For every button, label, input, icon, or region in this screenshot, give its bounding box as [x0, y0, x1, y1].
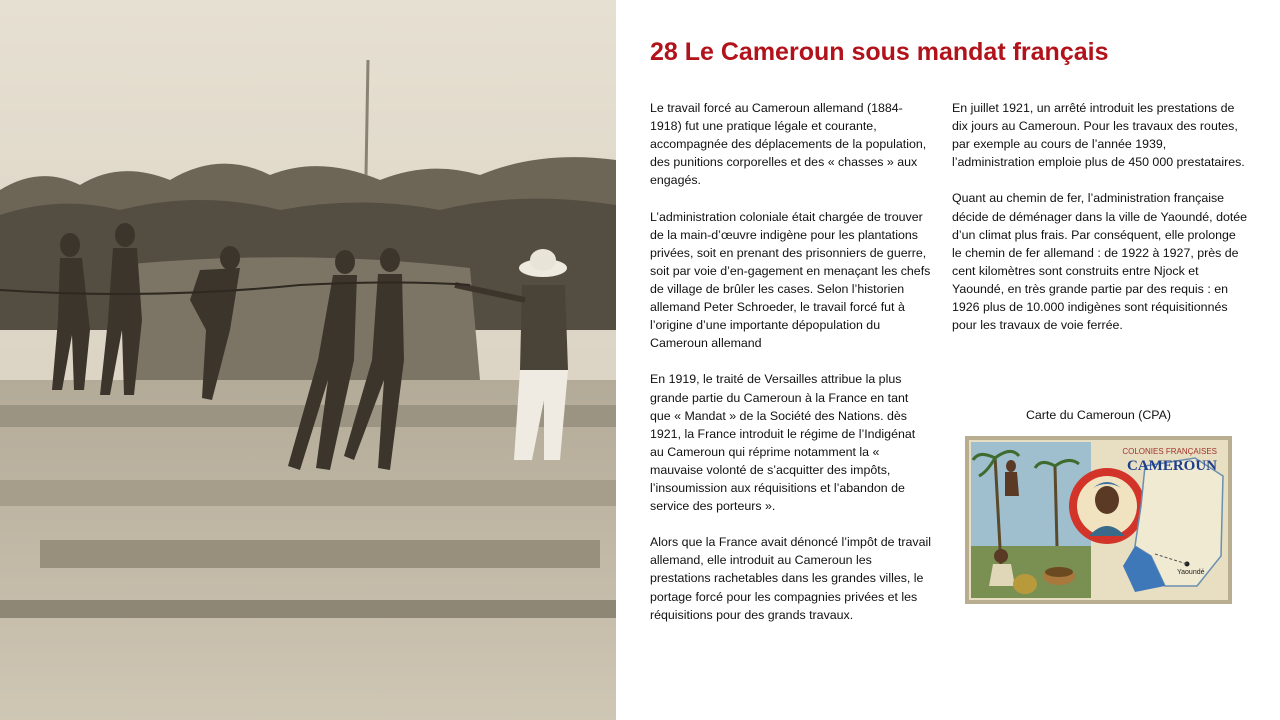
historical-photo-forced-labor: [0, 0, 616, 720]
cameroun-postcard-map: [965, 436, 1232, 604]
slide-title: 28 Le Cameroun sous mandat français: [650, 38, 1109, 66]
card-header: COLONIES FRANÇAISES: [1122, 447, 1217, 456]
paragraph: Quant au chemin de fer, l’administration française décide de déménager dans la ville de Yaoundé, dotée d’un climat plus frais. Par conséquent, elle prolonge le chemin de fer allemand : de 1922 à 1927, près de cent kilomètres sont construits entre Njock et Yaoundé, en très grande partie par des requis : en 1926 plus de 10.000 indigènes sont réquisitionnés pour les travaux de voie ferrée.: [952, 191, 1248, 333]
paragraph: Alors que la France avait dénoncé l’impôt de travail allemand, elle introduit au Cameroun les prestations rachetables dans les grandes villes, le portage forcé pour les compagnies privées et les réquisitions pour des grands travaux.: [650, 535, 932, 622]
left-text-column: [650, 99, 932, 642]
paragraph: En juillet 1921, un arrêté introduit les prestations de dix jours au Cameroun. Pour les travaux des routes, par exemple au cours de l’année 1939, l’administration emploie plus de 450 000 prestataires.: [952, 101, 1245, 170]
map-city-label: Yaoundé: [1177, 569, 1205, 576]
paragraph: En 1919, le traité de Versailles attribue la plus grande partie du Cameroun à la France en tant que « Mandat » de la Société des Nations. dès 1921, la France introduit le régime de l’Indigénat au Cameroun qui réprime notamment la « mauvaise volonté de s’acquitter des impôts, l’insoumission aux réquisitions et l’abandon de service des porteurs ».: [650, 372, 916, 514]
paragraph: Le travail forcé au Cameroun allemand (1884-1918) fut une pratique légale et courante, accompagnée des déplacements de la population, des punitions corporelles et des « chasses » aux engagés.: [650, 101, 927, 188]
right-text-column: [952, 99, 1248, 352]
paragraph: L’administration coloniale était chargée de trouver de la main-d’œuvre indigène pour les plantations privées, soit en prenant des prisonniers de guerre, soit par voie d’en-gagement en menaçant les chefs de village de brûler les cases. Selon l’historien allemand Peter Schroeder, le travail forcé fut à l’origine d’une importante dépopulation du Cameroun allemand: [650, 209, 931, 351]
card-title: CAMEROUN: [1127, 458, 1217, 474]
map-caption: Carte du Cameroun (CPA): [1025, 408, 1172, 422]
